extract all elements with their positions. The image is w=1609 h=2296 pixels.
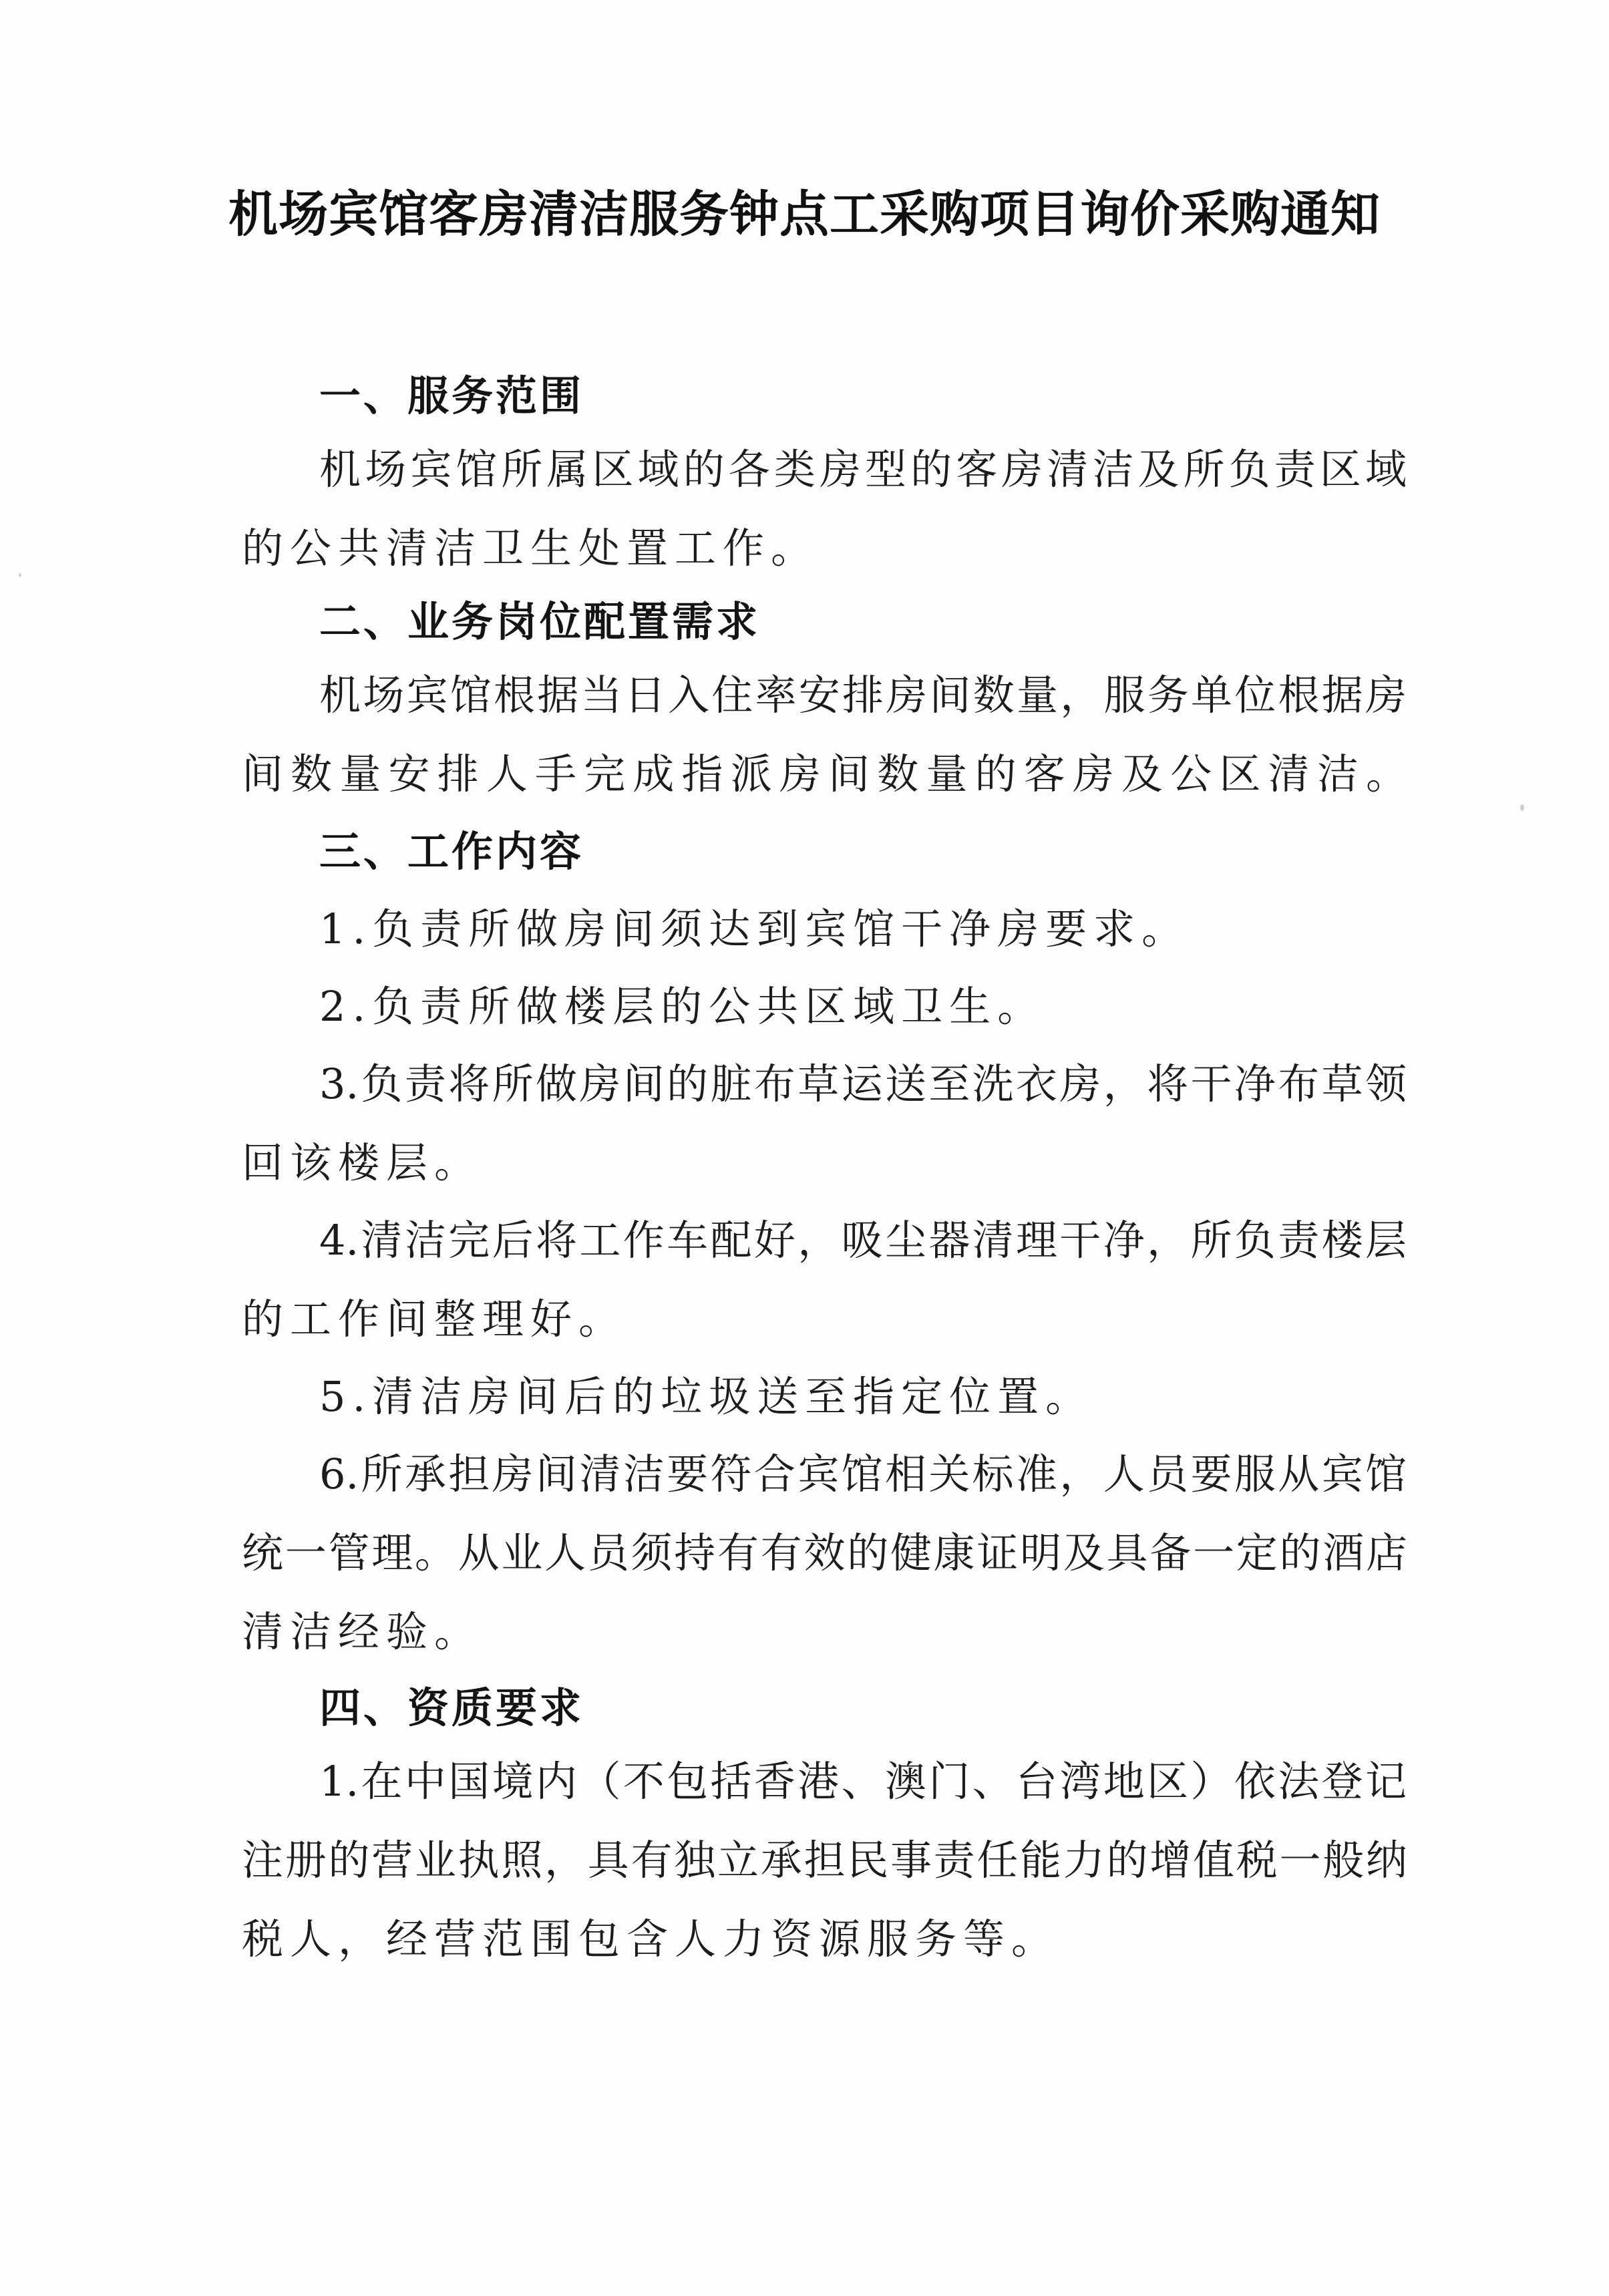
section-heading-service-scope: 一、服务范围	[319, 371, 584, 420]
paragraph-line: 机场宾馆所属区域的各类房型的客房清洁及所负责区域	[319, 445, 1407, 494]
scan-speck	[19, 573, 21, 577]
section-heading-work-content: 三、工作内容	[319, 827, 584, 876]
paragraph-line: 间数量安排人手完成指派房间数量的客房及公区清洁。	[242, 750, 1407, 798]
paragraph-line: 的公共清洁卫生处置工作。	[242, 524, 820, 572]
paragraph-line: 5.清洁房间后的垃圾送至指定位置。	[319, 1372, 1094, 1421]
section-heading-staffing-requirements: 二、业务岗位配置需求	[319, 597, 761, 646]
paragraph-line: 回该楼层。	[242, 1138, 483, 1187]
paragraph-line: 统一管理。从业人员须持有有效的健康证明及具备一定的酒店	[242, 1528, 1407, 1577]
paragraph-line: 1.在中国境内（不包括香港、澳门、台湾地区）依法登记	[319, 1757, 1407, 1806]
document-title: 机场宾馆客房清洁服务钟点工采购项目询价采购通知	[228, 186, 1381, 243]
paragraph-line: 税人，经营范围包含人力资源服务等。	[242, 1915, 1060, 1963]
paragraph-line: 6.所承担房间清洁要符合宾馆相关标准，人员要服从宾馆	[319, 1450, 1407, 1498]
paragraph-line: 2.负责所做楼层的公共区域卫生。	[319, 982, 1046, 1031]
paragraph-line: 清洁经验。	[242, 1607, 483, 1656]
paragraph-line: 1.负责所做房间须达到宾馆干净房要求。	[319, 905, 1190, 953]
scan-speck	[1520, 804, 1524, 811]
paragraph-line: 注册的营业执照，具有独立承担民事责任能力的增值税一般纳	[242, 1836, 1407, 1884]
paragraph-line: 机场宾馆根据当日入住率安排房间数量，服务单位根据房	[319, 671, 1407, 719]
section-heading-qualification-requirements: 四、资质要求	[319, 1683, 584, 1732]
paragraph-line: 3.负责将所做房间的脏布草运送至洗衣房，将干净布草领	[319, 1059, 1407, 1108]
paragraph-line: 4.清洁完后将工作车配好，吸尘器清理干净，所负责楼层	[319, 1216, 1407, 1265]
paragraph-line: 的工作间整理好。	[242, 1295, 627, 1343]
